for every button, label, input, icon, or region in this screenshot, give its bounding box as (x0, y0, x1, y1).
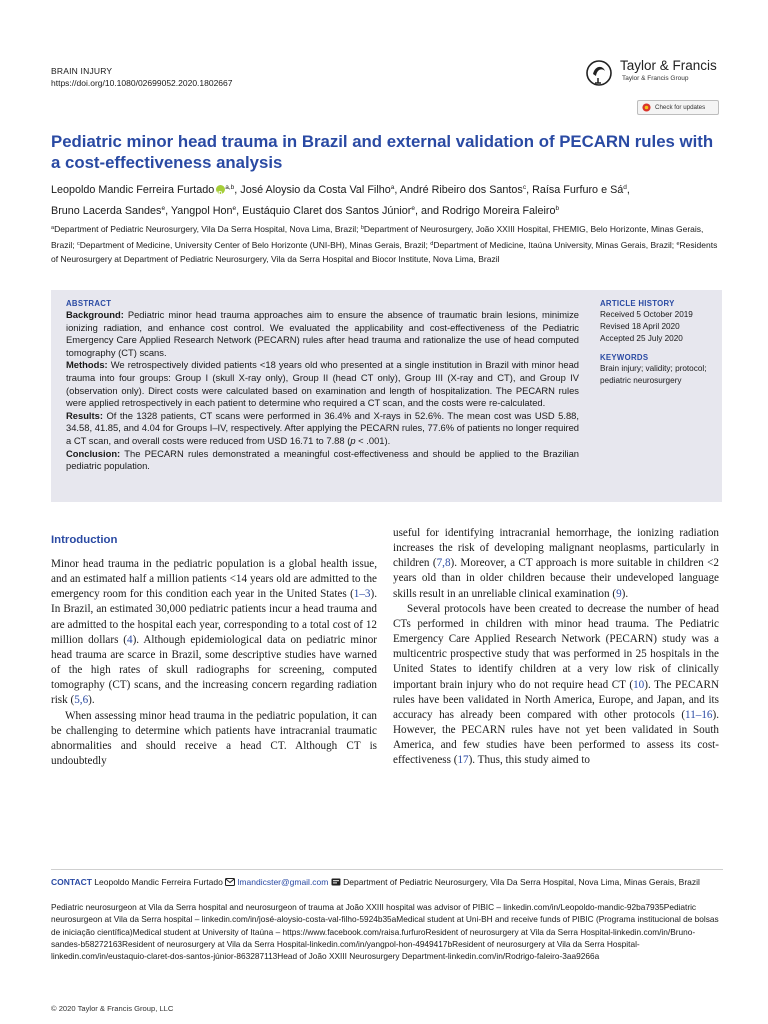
author-affiliation-mark: d (623, 184, 627, 191)
author-affiliation-mark: b (555, 204, 560, 212)
abstract-background (66, 309, 579, 359)
affiliation-mark: d (430, 240, 434, 247)
article-history-heading: ARTICLE HISTORY (600, 299, 675, 308)
affiliation-mark: b (360, 225, 364, 231)
intro-paragraph: When assessing minor head trauma in the pediatric population, it can be challenging to determine which patients have intracranial traumatic abnormalities and should receive a head CT. Although CT is undoubtedly (51, 709, 377, 768)
body-text: ). In Brazil, an estimated 30,000 pediatric patients incur a head trauma and are admitted to the hospital each year, corresponding to a total cost of 12 million dollars ( (51, 588, 377, 646)
results-text: Of the 1328 patients, CT scans were performed in 36.4% and X-rays in 52.6%. The mean cost was USD 5.88, 34.58, 41.85, and 4.04 for Groups I–IV, respectively. After applying the PECARN rules, 77.6% of patients no longer required a CT scan, and overall costs were reduced from USD 16.71 to 7.88 ( (66, 409, 579, 446)
citation-link[interactable]: 1–3 (353, 588, 371, 601)
affiliation-mark: c (76, 240, 80, 247)
orcid-icon[interactable] (216, 185, 225, 194)
author-list (51, 179, 726, 220)
contact-name: Leopoldo Mandic Ferreira Furtado (91, 877, 226, 887)
author-name[interactable]: Raísa Furfuro e Sá (532, 184, 624, 196)
author-separator: , and (415, 204, 443, 217)
contact-address: Department of Pediatric Neurosurgery, Vila Da Serra Hospital, Nova Lima, Minas Gerais, Brazil (340, 877, 700, 887)
body-column-right (393, 526, 719, 769)
body-text: Minor head trauma in the pediatric population is a global health issue, and an estimated half a million patients <14 years old are admitted to the emergency room for this condition each year in the United States ( (51, 558, 377, 601)
author-separator: , (236, 204, 243, 217)
author-affiliation-mark: a,b (225, 184, 235, 191)
check-updates-icon (642, 103, 651, 112)
doi-link[interactable]: https://doi.org/10.1080/02699052.2020.1802667 (51, 78, 233, 88)
abstract-box (51, 290, 722, 502)
results-label: Results: (66, 409, 103, 421)
keywords-text: Brain injury; validity; protocol; pediatric neurosurgery (600, 363, 707, 385)
publisher-name: Taylor & Francis (620, 58, 717, 73)
body-text: ). Thus, this study aimed to (468, 754, 591, 767)
introduction-heading: Introduction (51, 534, 118, 546)
methods-text: We retrospectively divided patients <18 years old who presented at a single institution in Brazil with minor head trauma into four groups: Group I (skull X-ray only), Group II (head CT only), Group III (X-ray and CT), and Group IV (observation only). Direct costs were calculated based on examination and length of hospitalization. The PECARN rules were applied retrospectively in each patient to determine who required a CT scan, and the costs were re-calculated. (66, 359, 579, 409)
author-name[interactable]: José Aloysio da Costa Val Filho (240, 184, 391, 196)
affiliation-text: Residents of Neurosurgery at Department of Pediatric Neurosurgery, Vila da Serra Hospital and Biocor Institute, Nova Lima, Brazil (51, 239, 718, 265)
body-text: Several protocols have been created to decrease the number of head CTs performed in children with minor head trauma. The Pediatric Emergency Care Applied Research Network (PECARN) study was a multicentric prospective study that was performed in 25 hospitals in the United States to identify children at a very low risk of clinically important brain injury who do not require head CT ( (393, 602, 719, 691)
received-date: Received 5 October 2019 (600, 310, 693, 319)
citation-link[interactable]: 4 (127, 633, 133, 646)
background-label: Background: (66, 309, 124, 320)
body-text: useful for identifying intracranial hemorrhage, the ionizing radiation increases the risk of developing malignant neoplasms, particularly in children ( (393, 527, 719, 570)
author-affiliation-mark: e (411, 204, 416, 212)
keywords-heading: KEYWORDS (600, 352, 649, 362)
body-text: ). The PECARN rules have been validated in North America, Europe, and Japan, and its accuracy has already been compared with other protocols ( (393, 678, 719, 721)
author-name[interactable]: Bruno Lacerda Sandes (51, 204, 162, 217)
methods-label: Methods: (66, 359, 108, 371)
author-affiliation-mark: c (522, 184, 527, 191)
abstract (66, 298, 579, 473)
body-text: ). (621, 587, 629, 600)
copyright: © 2020 Taylor & Francis Group, LLC (51, 1004, 174, 1013)
taylor-francis-logo-icon (582, 56, 616, 88)
citation-link[interactable]: 10 (633, 678, 645, 691)
p-value-symbol: p (350, 434, 356, 446)
conclusion-text: The PECARN rules demonstrated a meaningful cost-effectiveness and should be applied to the Brazilian pediatric population. (66, 447, 579, 472)
body-text: ). (88, 694, 95, 707)
author-affiliation-mark: e (232, 204, 237, 212)
author-affiliation-mark: a (390, 184, 395, 191)
abstract-methods (66, 359, 579, 409)
publisher-group: Taylor & Francis Group (622, 75, 689, 82)
journal-name: BRAIN INJURY (51, 66, 113, 76)
contact-email-link[interactable]: lmandicster@gmail.com (237, 877, 329, 887)
intro-paragraph (51, 557, 377, 709)
email-icon (225, 878, 235, 886)
publisher-logo[interactable] (582, 54, 722, 90)
citation-link[interactable]: 5,6 (74, 694, 89, 707)
author-name[interactable]: Leopoldo Mandic Ferreira Furtado (51, 184, 215, 196)
author-name[interactable]: André Ribeiro dos Santos (399, 184, 523, 196)
affiliation-text: Department of Neurosurgery, João XXIII Hospital, FHEMIG, Belo Horizonte, Minas Gerais, Brazil; (51, 224, 704, 250)
address-icon (331, 878, 341, 886)
revised-date: Revised 18 April 2020 (600, 322, 680, 332)
citation-link[interactable]: 11–16 (685, 708, 713, 721)
author-affiliation-mark: e (161, 204, 166, 212)
body-text: ). However, the PECARN rules have not yet been validated in South America, and few studies have been performed to assess its cost-effectiveness ( (393, 708, 719, 767)
contact-label: CONTACT (51, 877, 92, 887)
author-name[interactable]: Rodrigo Moreira Faleiro (442, 204, 556, 217)
affiliation-mark: a (51, 225, 55, 231)
author-notes: Pediatric neurosurgeon at Vila da Serra hospital and neurosurgeon of trauma at João XXIII hospital was advisor of PIBIC – linkedin.com/in/Leopoldo-mandic-92ba7935Pediatric neurosurgeon at Vila da Serra hospital – linkedin.com/in/josé-aloysio-costa-val-filho-5924b35aMedical student at Uni-BH and receive funds of PIBIC (Programa institucional de bolsas de iniciação científica)Medical student at University of Itaúna – https://www.facebook.com/raisa.furfuroResident of neurosurgery at Vila da Serra Hospital-linkedin.com/in/Bruno-sandes-b58272163Resident of neurosurgery at Vila da Serra Hospital-linkedin.com/in/yangpol-hon-4949417bResident of neurosurgery at Vila da Serra Hospital-linkedin.com/in/eustaquio-claret-dos-santos-júnior-863287113Head of João XXIII Neurosurgery Department-linkedin.com/in/Rodrigo-faleiro-3aa9266a (51, 902, 719, 962)
author-separator: , (526, 184, 533, 196)
citation-link[interactable]: 7,8 (436, 557, 451, 570)
article-title: Pediatric minor head trauma in Brazil and external validation of PECARN rules with a cost-effectiveness analysis (51, 132, 714, 172)
body-text: ). Moreover, a CT approach is more suitable in children <2 years old than in older children because their undeveloped language skills result in an unreliable clinical examination ( (393, 557, 719, 600)
author-name[interactable]: Eustáquio Claret dos Santos Júnior (242, 204, 412, 217)
intro-paragraph (393, 602, 719, 769)
conclusion-label: Conclusion: (66, 447, 121, 459)
citation-link[interactable]: 17 (457, 754, 469, 767)
article-info (600, 298, 715, 387)
results-text-end: < .001). (355, 434, 391, 446)
affiliation-text: Department of Pediatric Neurosurgery, Vila Da Serra Hospital, Nova Lima, Brazil; (54, 224, 361, 234)
citation-link[interactable]: 9 (616, 587, 622, 600)
accepted-date: Accepted 25 July 2020 (600, 334, 683, 344)
contact-info (51, 876, 723, 888)
affiliation-mark: e (676, 240, 680, 247)
affiliation-text: Department of Medicine, Itaúna University, Minas Gerais, Brazil; (433, 239, 677, 250)
intro-paragraph (393, 526, 719, 602)
author-separator: , (234, 184, 241, 196)
check-updates-label: Check for updates (655, 104, 706, 111)
affiliation-text: Department of Medicine, University Center of Belo Horizonte (UNI-BH), Minas Gerais, Brazil; (79, 239, 431, 250)
abstract-conclusion (66, 448, 579, 473)
author-name[interactable]: Yangpol Hon (170, 204, 233, 217)
author-separator: , (394, 184, 400, 196)
author-separator: , (626, 184, 630, 196)
abstract-results (66, 410, 579, 448)
body-column-left (51, 557, 377, 769)
check-for-updates-button[interactable] (637, 100, 719, 115)
abstract-heading: ABSTRACT (66, 299, 112, 308)
author-separator: , (165, 204, 171, 217)
footer-divider (51, 869, 723, 870)
affiliation-list (51, 221, 723, 267)
background-text: Pediatric minor head trauma approaches aim to ensure the absence of traumatic brain lesions, minimize ionizing radiation, and enhance cost control. We evaluated the applicability and cost-effectiveness of the Pediatric Emergency Care Applied Research Network (PECARN) rules after head trauma and rationalize the use of head computed tomography (CT) scans. (66, 309, 579, 358)
body-text: ). Although epidemiological data on pediatric minor head trauma are scarce in Brazil, some descriptive studies have warned of the high rates of skull radiographs for screening, computed tomography (CT) scans, and the increasing concern regarding radiation risk ( (51, 633, 377, 707)
